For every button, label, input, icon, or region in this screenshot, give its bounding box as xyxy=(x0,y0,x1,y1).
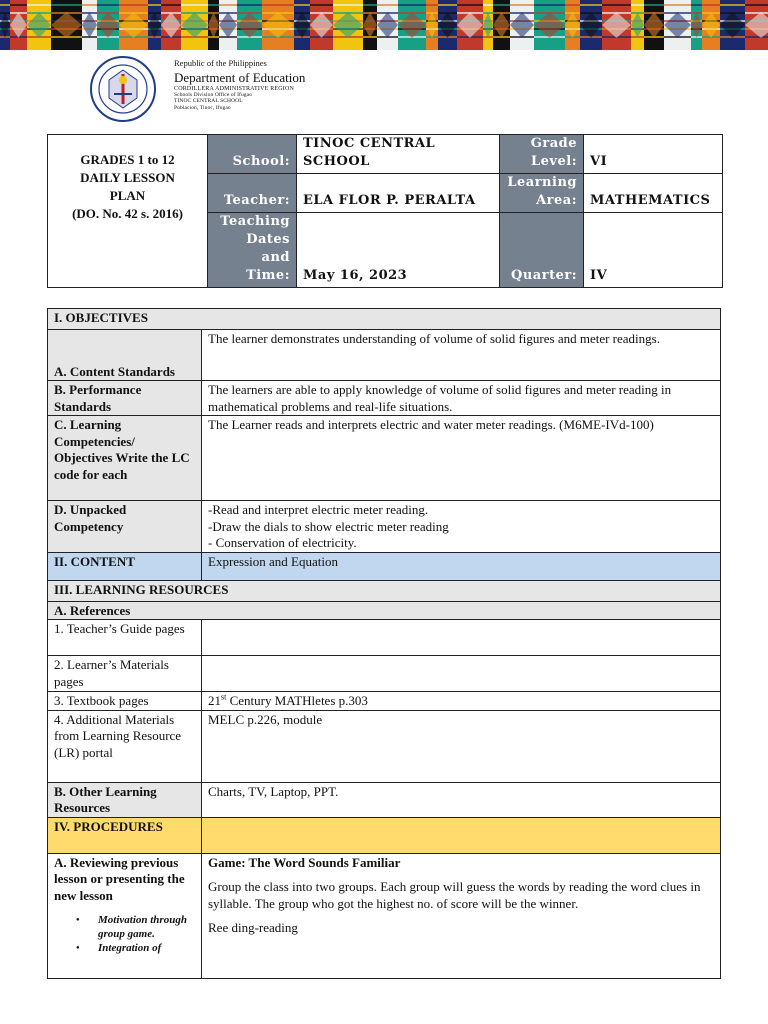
game-title: Game: The Word Sounds Familiar xyxy=(208,854,401,870)
procedures-header-fill xyxy=(202,817,721,853)
other-resources-label: B. Other Learning Resources xyxy=(48,782,202,817)
unpacked-label: D. Unpacked Competency xyxy=(48,501,202,553)
performance-standards-text: The learners are able to apply knowledge of volume of solid figures and meter reading in mathematical problems and real-life situations. xyxy=(202,381,721,416)
grade-label: Grade Level: xyxy=(500,135,584,174)
school-value: TINOC CENTRAL SCHOOL xyxy=(297,135,500,174)
region-text: CORDILLERA ADMINISTRATIVE REGION xyxy=(174,85,295,92)
additional-materials-label: 4. Additional Materials from Learning Resource (LR) portal xyxy=(48,710,202,782)
quarter-value: IV xyxy=(584,213,723,288)
teachers-guide-value xyxy=(202,620,721,656)
competencies-label: C. Learning Competencies/ Objectives Write the LC code for each xyxy=(48,416,202,501)
learning-area-label: Learning Area: xyxy=(500,174,584,213)
unpacked-text: -Read and interpret electric meter reading. -Draw the dials to show electric meter reading - Conservation of electricity. xyxy=(202,501,721,553)
game-example: Ree ding-reading xyxy=(208,920,298,935)
lesson-info-table xyxy=(47,134,723,288)
review-lesson-label: A. Reviewing previous lesson or presenting the new lesson xyxy=(54,854,185,903)
references-header: A. References xyxy=(48,601,721,620)
review-bullet: ● Integration of xyxy=(76,941,195,955)
content-standards-text: The learner demonstrates understanding of volume of solid figures and meter readings. xyxy=(202,330,721,381)
competencies-text: The Learner reads and interprets electric and water meter readings. (M6ME-IVd-100) xyxy=(202,416,721,501)
teacher-value: ELA FLOR P. PERALTA xyxy=(297,174,500,213)
department-name: Department of Education xyxy=(174,69,306,85)
textbook-value: 21st Century MATHletes p.303 xyxy=(202,692,721,711)
grade-value: VI xyxy=(584,135,723,174)
procedures-header: IV. PROCEDURES xyxy=(48,817,202,853)
learning-resources-header: III. LEARNING RESOURCES xyxy=(48,580,721,601)
deped-seal-icon xyxy=(90,56,156,122)
textbook-label: 3. Textbook pages xyxy=(48,692,202,711)
dlp-title: GRADES 1 to 12 DAILY LESSON PLAN (DO. No. 42 s. 2016) xyxy=(48,135,208,288)
division-text: Schools Division Office of Ifugao xyxy=(174,91,253,98)
school-text: TINOC CENTRAL SCHOOL xyxy=(174,98,243,104)
quarter-label: Quarter: xyxy=(500,213,584,288)
performance-standards-label: B. Performance Standards xyxy=(48,381,202,416)
address-text: Poblacion, Tinoc, Ifugao xyxy=(174,104,231,111)
school-label: School: xyxy=(208,135,297,174)
other-resources-value: Charts, TV, Laptop, PPT. xyxy=(202,782,721,817)
content-label: II. CONTENT xyxy=(48,552,202,580)
review-lesson-cell xyxy=(48,853,202,978)
content-text: Expression and Equation xyxy=(202,552,721,580)
dates-label: Teaching Dates and Time: xyxy=(208,213,297,288)
woven-pattern-icon xyxy=(0,0,768,50)
lesson-plan-table xyxy=(47,308,721,979)
teacher-label: Teacher: xyxy=(208,174,297,213)
department-header xyxy=(174,59,305,111)
review-lesson-content xyxy=(202,853,721,978)
learners-materials-value xyxy=(202,656,721,692)
review-bullets xyxy=(76,913,195,955)
dates-value: May 16, 2023 xyxy=(297,213,500,288)
review-bullet: ● Motivation through group game. xyxy=(76,913,195,941)
learning-area-value: MATHEMATICS xyxy=(584,174,723,213)
content-standards-label: A. Content Standards xyxy=(48,330,202,381)
teachers-guide-label: 1. Teacher’s Guide pages xyxy=(48,620,202,656)
objectives-header: I. OBJECTIVES xyxy=(48,309,721,330)
additional-materials-value: MELC p.226, module xyxy=(202,710,721,782)
learners-materials-label: 2. Learner’s Materials pages xyxy=(48,656,202,692)
republic-text: Republic of the Philippines xyxy=(174,58,267,68)
game-instructions: Group the class into two groups. Each group will guess the words by reading the word clues in syllable. The group who got the highest no. of score will be the winner. xyxy=(208,879,701,911)
woven-banner xyxy=(0,0,768,50)
